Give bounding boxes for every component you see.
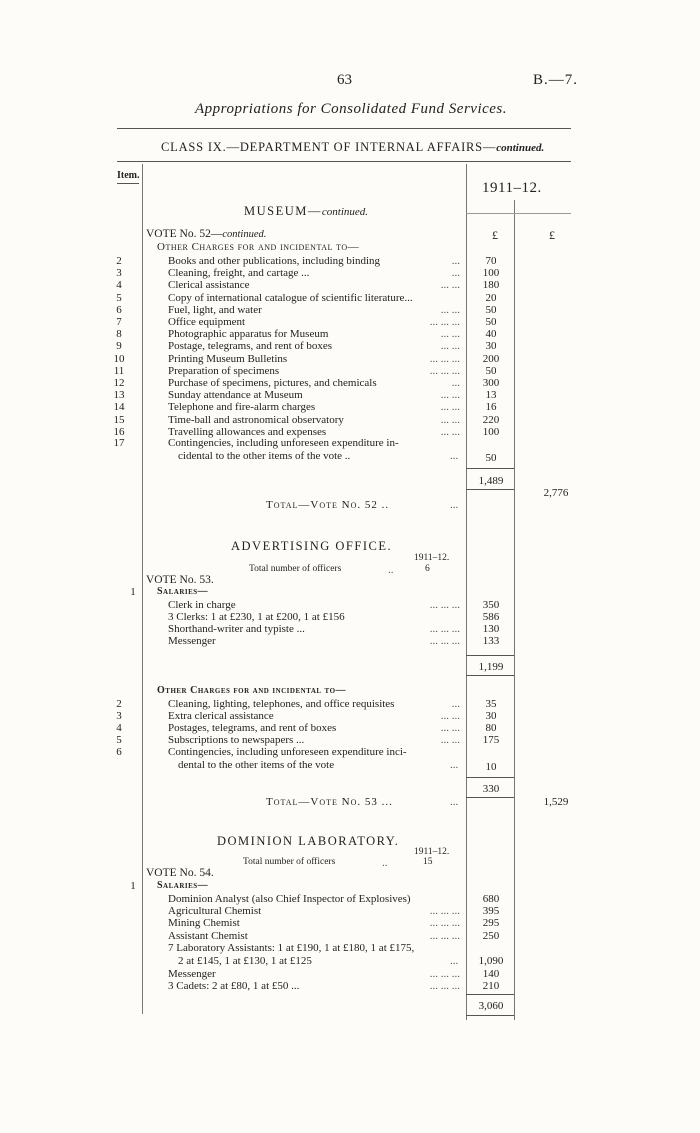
advertising-other-label: Cleaning, lighting, telephones, and office requisites (168, 698, 395, 710)
advertising-salary-label: Shorthand-writer and typiste ... (168, 623, 305, 635)
laboratory-salary-dots: ... ... ... (429, 930, 460, 942)
museum-item-dots: ... (451, 377, 460, 389)
laboratory-salary-label: Assistant Chemist (168, 930, 248, 942)
year-column-header: 1911–12. (482, 180, 542, 196)
museum-item-dots: ... (451, 267, 460, 280)
advertising-other-label: Postages, telegrams, and rent of boxes (168, 722, 337, 734)
advertising-officers-dots: .. (388, 564, 394, 576)
museum-item-dots: ... (451, 255, 460, 267)
museum-item-no: 10 (113, 352, 125, 365)
museum-item-amount: 300 (482, 377, 500, 389)
advertising-other-dots: ... ... (440, 734, 460, 746)
laboratory-salaries-rule (466, 994, 514, 995)
laboratory-assistants-dots: ... (450, 955, 459, 967)
pound-symbol-amount: £ (492, 228, 498, 242)
advertising-other-dots: ... ... (440, 710, 460, 722)
museum-title-text: MUSEUM— (244, 204, 322, 218)
museum-item-label: Copy of international catalogue of scientific literature... (168, 291, 413, 304)
laboratory-salaries-subtotal: 3,060 (478, 1000, 504, 1012)
class-heading-cont: continued. (496, 142, 545, 154)
document-code: B.—7. (533, 72, 579, 88)
year-header-rule (466, 213, 571, 214)
museum-item-label: Postage, telegrams, and rent of boxes (168, 340, 333, 353)
laboratory-salary-label: Dominion Analyst (also Chief Inspector of Explosives) (168, 893, 411, 905)
museum-item-amount: 50 (485, 316, 497, 328)
advertising-salary-label: Messenger (168, 635, 216, 647)
vote-52-total: 2,776 (543, 487, 569, 499)
advertising-salary-amount: 133 (482, 635, 500, 647)
advertising-other-no: 2 (116, 698, 122, 710)
vote-52-text: VOTE No. 52— (146, 228, 223, 240)
museum-item-no: 14 (113, 401, 125, 414)
laboratory-salary-label: Messenger (168, 968, 216, 980)
laboratory-salaries-heading: Salaries— (157, 880, 209, 891)
museum-item-17-no: 17 (113, 437, 125, 449)
laboratory-section-title: DOMINION LABORATORY. (217, 834, 400, 848)
advertising-other-label: Extra clerical assistance (168, 710, 274, 722)
advertising-salaries-item-no: 1 (130, 586, 136, 598)
amount-column-rule (466, 164, 467, 1020)
advertising-item-6-dots: ... (450, 759, 459, 771)
museum-item-no: 11 (113, 364, 125, 377)
museum-item-no: 13 (113, 389, 125, 402)
museum-item-amount: 220 (482, 413, 500, 426)
advertising-officers-year: 1911–12. (414, 553, 450, 563)
museum-item-no: 6 (116, 303, 122, 316)
museum-item-amount: 180 (482, 279, 500, 292)
vote-53-heading: VOTE No. 53. (146, 574, 214, 586)
advertising-salary-label: Clerk in charge (168, 599, 236, 611)
vote-54-heading: VOTE No. 54. (146, 867, 214, 879)
museum-other-charges-heading: Other Charges for and incidental to— (157, 241, 360, 253)
vote-52-total-label: Total—Vote No. 52 .. (266, 499, 390, 511)
advertising-item-6-amount: 10 (485, 761, 497, 773)
pound-symbol-total: £ (549, 228, 555, 242)
advertising-item-6-no: 6 (116, 746, 122, 758)
museum-item-amount: 20 (485, 291, 497, 304)
museum-item-no: 3 (116, 267, 122, 280)
laboratory-officers-label: Total number of officers (243, 857, 336, 867)
museum-item-amount: 100 (482, 425, 500, 438)
advertising-salaries-underline (466, 675, 514, 676)
advertising-other-amount: 35 (485, 698, 497, 710)
laboratory-salary-amount: 680 (482, 893, 500, 905)
advertising-officers-label: Total number of officers (249, 564, 342, 574)
top-rule (117, 128, 571, 129)
museum-item-17-label: Contingencies, including unforeseen expenditure in- (168, 437, 399, 449)
advertising-other-no: 3 (116, 710, 122, 722)
page-number: 63 (337, 72, 352, 88)
museum-item-label: Purchase of specimens, pictures, and chemicals (168, 377, 377, 389)
museum-item-no: 12 (113, 377, 125, 389)
laboratory-officers-count: 15 (423, 857, 433, 867)
museum-item-amount: 100 (482, 267, 500, 280)
advertising-salary-label: 3 Clerks: 1 at £230, 1 at £200, 1 at £156 (168, 611, 345, 623)
museum-item-no: 15 (113, 413, 125, 426)
laboratory-salary-dots: ... ... ... (429, 905, 460, 917)
header-rule (117, 161, 571, 162)
museum-item-label: Sunday attendance at Museum (168, 389, 303, 402)
museum-item-amount: 50 (485, 303, 497, 316)
museum-item-dots: ... ... ... (429, 352, 460, 365)
laboratory-salary-label: 7 Laboratory Assistants: 1 at £190, 1 at £180, 1 at £175, (168, 942, 415, 954)
museum-item-label: Cleaning, freight, and cartage ... (168, 267, 310, 280)
laboratory-salaries-underline (466, 1015, 514, 1016)
class-heading (161, 140, 544, 155)
class-heading-text: CLASS IX.—DEPARTMENT OF INTERNAL AFFAIRS— (161, 140, 497, 154)
advertising-other-dots: ... (451, 698, 460, 710)
museum-item-label: Office equipment (168, 316, 246, 328)
vote-52-cont: continued. (222, 229, 267, 240)
laboratory-salary-label: 3 Cadets: 2 at £80, 1 at £50 ... (168, 980, 300, 992)
museum-item-dots: ... ... (440, 413, 460, 426)
laboratory-salary-amount: 395 (482, 905, 500, 917)
museum-item-no: 16 (113, 425, 125, 438)
museum-item-dots: ... ... (440, 328, 460, 341)
advertising-salaries-rule (466, 655, 514, 656)
museum-item-label: Telephone and fire-alarm charges (168, 401, 316, 414)
museum-title-cont: continued. (321, 206, 369, 218)
advertising-salary-dots: ... ... ... (429, 599, 460, 611)
museum-subtotal-rule (466, 468, 514, 469)
advertising-salary-amount: 130 (482, 623, 500, 635)
advertising-other-subtotal: 330 (482, 783, 500, 795)
museum-item-amount: 70 (485, 255, 497, 267)
advertising-salary-amount: 586 (482, 611, 500, 623)
museum-item-amount: 13 (485, 389, 497, 402)
museum-item-label: Clerical assistance (168, 279, 250, 292)
advertising-other-label: Subscriptions to newspapers ... (168, 734, 305, 746)
vote-52-total-dots: ... (450, 499, 459, 511)
advertising-other-charges-heading: Other Charges for and incidental to— (157, 685, 347, 696)
museum-item-17-amount: 50 (485, 452, 497, 464)
museum-item-dots: ... ... (440, 279, 460, 292)
advertising-item-6-label-cont: dental to the other items of the vote (178, 759, 335, 771)
museum-item-17-label-cont: cidental to the other items of the vote .. (178, 450, 351, 462)
museum-item-no: 5 (116, 291, 122, 304)
page-subtitle: Appropriations for Consolidated Fund Services. (195, 101, 508, 117)
advertising-salaries-heading: Salaries— (157, 586, 209, 597)
museum-subtotal-underline (466, 489, 514, 490)
advertising-salary-dots: ... ... ... (429, 635, 460, 647)
museum-item-amount: 16 (485, 401, 497, 414)
vote-53-total-dots: ... (450, 796, 459, 808)
laboratory-salaries-item-no: 1 (130, 880, 136, 892)
laboratory-salary-dots: ... ... ... (429, 980, 460, 992)
vote-52-heading (146, 228, 266, 240)
museum-item-no: 4 (116, 279, 122, 292)
museum-section-title (244, 204, 368, 219)
vote-53-total-label: Total—Vote No. 53 ... (266, 796, 393, 808)
museum-item-dots: ... ... (440, 425, 460, 438)
museum-item-label: Time-ball and astronomical observatory (168, 413, 344, 426)
advertising-other-amount: 30 (485, 710, 497, 722)
laboratory-officers-year: 1911–12. (414, 847, 450, 857)
laboratory-salary-dots: ... ... ... (429, 917, 460, 929)
museum-item-label: Fuel, light, and water (168, 303, 262, 316)
museum-item-amount: 30 (485, 340, 497, 353)
museum-subtotal: 1,489 (478, 475, 504, 487)
museum-item-dots: ... ... ... (429, 364, 460, 377)
laboratory-salary-amount: 250 (482, 930, 500, 942)
laboratory-salary-amount: 295 (482, 917, 500, 929)
museum-item-dots: ... ... (440, 389, 460, 402)
laboratory-salary-amount: 210 (482, 980, 500, 992)
advertising-salary-dots: ... ... ... (429, 623, 460, 635)
advertising-officers-count: 6 (425, 564, 430, 574)
laboratory-assistants-amount: 1,090 (478, 955, 504, 967)
museum-item-no: 9 (116, 340, 122, 353)
museum-item-dots: ... ... (440, 340, 460, 353)
museum-item-label: Printing Museum Bulletins (168, 352, 288, 365)
advertising-section-title: ADVERTISING OFFICE. (231, 539, 393, 553)
museum-item-amount: 50 (485, 364, 497, 377)
laboratory-salary-dots: ... ... ... (429, 968, 460, 980)
museum-item-no: 2 (116, 255, 122, 267)
museum-item-17-dots: ... (450, 450, 459, 462)
museum-item-label: Photographic apparatus for Museum (168, 328, 329, 341)
museum-item-dots: ... ... ... (429, 316, 460, 328)
laboratory-officers-dots: .. (382, 857, 388, 869)
advertising-item-6-label: Contingencies, including unforeseen expenditure inci- (168, 746, 407, 758)
advertising-other-no: 4 (116, 722, 122, 734)
advertising-other-no: 5 (116, 734, 122, 746)
museum-item-amount: 200 (482, 352, 500, 365)
laboratory-salary-label: Agricultural Chemist (168, 905, 262, 917)
subtotal-column-rule (514, 200, 515, 1020)
museum-item-no: 8 (116, 328, 122, 341)
laboratory-salary-amount: 140 (482, 968, 500, 980)
museum-item-amount: 40 (485, 328, 497, 341)
advertising-other-dots: ... ... (440, 722, 460, 734)
advertising-salaries-subtotal: 1,199 (478, 661, 504, 673)
advertising-other-underline (466, 797, 514, 798)
laboratory-salary-label: Mining Chemist (168, 917, 240, 929)
advertising-salary-amount: 350 (482, 599, 500, 611)
museum-item-dots: ... ... (440, 303, 460, 316)
museum-item-dots: ... ... (440, 401, 460, 414)
museum-item-no: 7 (116, 316, 122, 328)
museum-item-label: Travelling allowances and expenses (168, 425, 327, 438)
advertising-other-amount: 175 (482, 734, 500, 746)
vote-53-total: 1,529 (543, 796, 569, 808)
museum-item-label: Preparation of specimens (168, 364, 280, 377)
museum-item-label: Books and other publications, including binding (168, 255, 381, 267)
advertising-other-rule (466, 777, 514, 778)
item-header-rule (117, 183, 139, 184)
laboratory-assistants-label-cont: 2 at £145, 1 at £130, 1 at £125 (178, 955, 312, 967)
item-column-header: Item. (117, 170, 140, 181)
advertising-other-amount: 80 (485, 722, 497, 734)
